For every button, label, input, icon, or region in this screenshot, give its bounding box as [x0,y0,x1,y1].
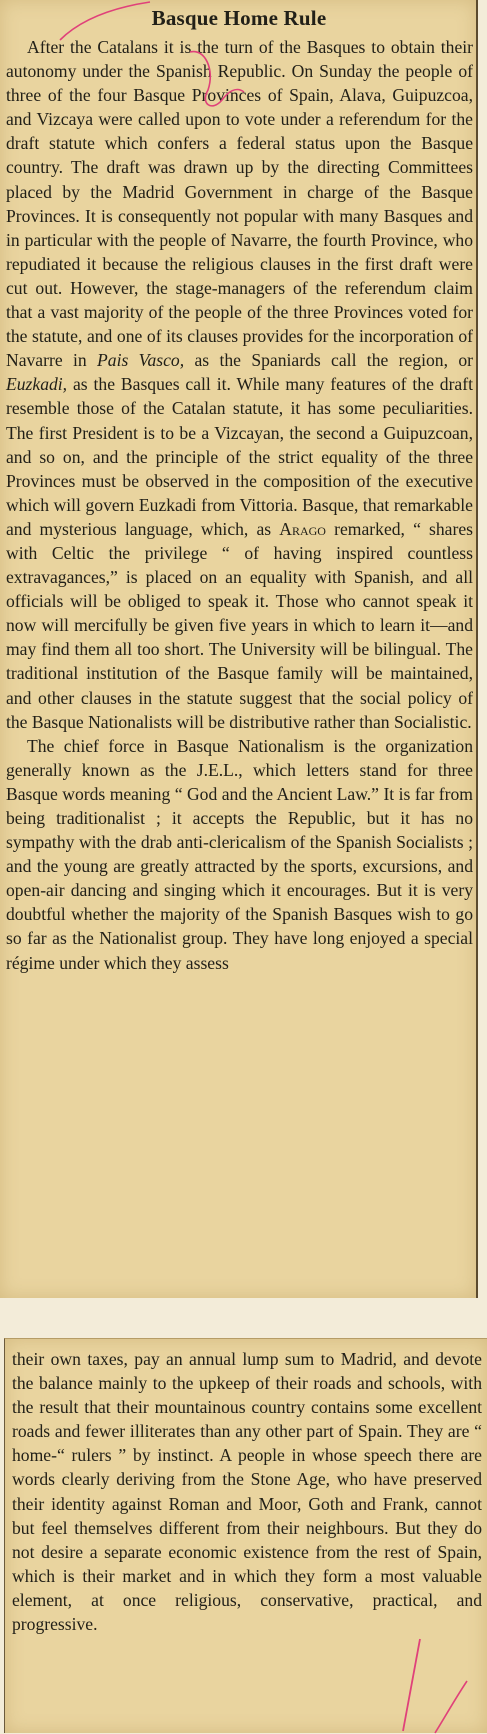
paragraph-1-part-d: remarked, “ shares with Celtic the privilege “ of having inspired countless extravagances,” is placed on an equality with Spanish, and all officials will be obliged to speak it. Those who cannot speak it now will mercifully be given five years in which to learn it—and may find them all too short. The University will be bilingual. The traditional institution of the Basque family will be maintained, and other clauses in the statute suggest that the social policy of the Basque Nationalists will be distributive rather than Socialistic. [6,518,473,732]
paragraph-3: their own taxes, pay an annual lump sum to Madrid, and devote the balance mainly to the upkeep of their roads and schools, with the result that their mountainous country contains some excellent roads and fewer illiterates than any other part of Spain. They are “ home-“ rulers ” by instinct. A people in whose speech there are words clearly deriving from the Stone Age, who have preserved their identity against Roman and Moor, Goth and Frank, cannot but feel themselves different from their neighbours. But they do not desire a separate economic existence from the rest of Spain, which is their market and in which they form a most valuable element, at once religious, conservative, practical, and progressive. [12,1349,482,1635]
paragraph-2: The chief force in Basque Nationalism is the organization generally known as the J.E.L., which letters stand for three Basque words meaning “ God and the Ancient Law.” It is far from being traditionalist ; it accepts the Republic, but it has no sympathy with the drab anti-clericalism of the Spanish Socialists ; and the young are greatly attracted by the sports, excursions, and open-air dancing and singing which it encourages. But it is very doubtful whether the majority of the Spanish Basques wish to go so far as the Nationalist group. They have long enjoyed a special régime under which they assess [6,735,473,973]
term-euzkadi: Euzkadi, [6,374,68,395]
paragraph-1-part-b: as the Spaniards call the region, or [184,350,474,371]
paragraph-1-part-a: After the Catalans it is the turn of the Basques to obtain their autonomy under the Spanish Republic. On Sunday the people of three of the four Basque Provinces of Spain, Alava, Guipuzcoa, and Vizcaya were called upon to vote under a referendum for the draft statute which confers a federal status upon the Basque country. The draft was drawn up by the directing Committees placed by the Madrid Government in charge of the Basque Provinces. It is consequently not popular with many Basques and in particular with the people of Navarre, the fourth Province, who repudiated it because the religious clauses in the first draft were cut out. However, the stage-managers of the referendum claim that a vast majority of the people of the three Provinces voted for the statute, and one of its clauses provides for the incorporation of Navarre in [6,37,473,371]
name-arago: Arago [279,518,326,539]
article-body-lower [12,1347,482,1636]
article-body-upper [6,35,473,975]
paragraph-1 [6,35,473,734]
term-pais-vasco: Pais Vasco, [97,350,185,371]
paragraph-1-part-c: as the Basques call it. While many features of the draft resemble those of the Catalan statute, it has some peculiarities. The first President is to be a Vizcayan, the second a Guipuzcoan, and so on, and the principle of the strict equality of the three Provinces must be observed in the composition of the executive which will govern Euzkadi from Vittoria. Basque, that remarkable and mysterious language, which, as [6,374,473,539]
article-title: Basque Home Rule [151,6,327,30]
clipping-lower [4,1338,487,1733]
